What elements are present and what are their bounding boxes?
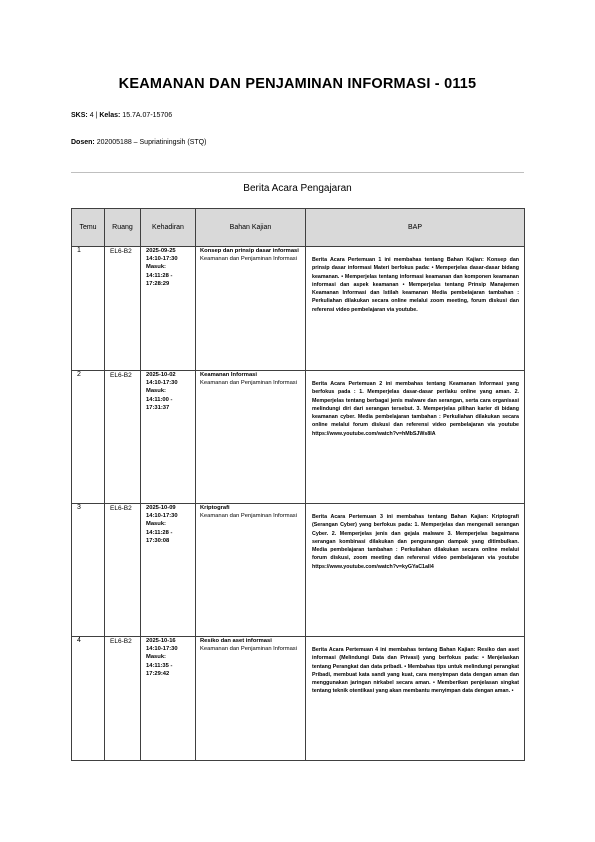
kelas-label: Kelas:	[99, 112, 121, 119]
bap-text: Berita Acara Pertemuan 1 ini membahas tentang Bahan Kajian: Konsep dan prinsip dasar informasi Materi berfokus pada: • Memperjelas dasar-dasar bidang keamanan. • Memperjelas tentang informasi keamanan dan komponen keamanan informasi dan aspek keamanan • Memperjelas tentang Prinsip Manajemen Keamanan Informasi dan Istilah keamanan Media pembelajaran tambahan : Perkuliahan dilakukan secara online melalui zoom meeting, forum diskusi dan referensi video pembelajaran via youtube.	[312, 257, 519, 313]
cell-bap	[306, 247, 525, 371]
bahan-kajian-topic: Resiko dan aset informasi	[200, 638, 272, 644]
bap-text: Berita Acara Pertemuan 3 ini membahas tentang Bahan Kajian: Kriptografi (Serangan Cyber) yang berfokus pada: 1. Memperjelas dan mengenali serangan Cyber. 2. Memperjelas jenis dan gejala malware 3. Memperjelas bagaimana serangan kombinasi dilakukan dan pengurangan dampak yang ditimbulkan. Media pembelajaran tambahan : Perkuliahan dilakukan secara online melalui forum diskusi, zoom meeting dan referensi video pembelajaran via youtube https://www.youtube.com/watch?v=kyGYaC1alI4	[312, 514, 519, 570]
cell-ruang	[105, 637, 141, 761]
divider	[71, 172, 524, 173]
kehadiran-date: 2025-10-02	[146, 372, 176, 378]
cell-kehadiran	[141, 247, 196, 371]
col-header-bahan-kajian: Bahan Kajian	[196, 209, 306, 247]
kehadiran-date: 2025-10-16	[146, 638, 176, 644]
cell-bahan-kajian	[196, 637, 306, 761]
dosen-line	[71, 139, 206, 146]
kehadiran-out: 17:30:08	[146, 537, 170, 544]
cell-bap	[306, 371, 525, 504]
bahan-kajian-course: Keamanan dan Penjaminan Informasi	[200, 256, 297, 263]
table-row	[72, 504, 525, 637]
cell-bahan-kajian	[196, 504, 306, 637]
sks-label: SKS:	[71, 112, 88, 119]
cell-bahan-kajian	[196, 371, 306, 504]
bahan-kajian-course: Keamanan dan Penjaminan Informasi	[200, 513, 297, 520]
cell-temu	[72, 637, 105, 761]
cell-bahan-kajian	[196, 247, 306, 371]
kehadiran-out: 17:29:42	[146, 670, 170, 677]
kehadiran-in: 14:11:35 -	[146, 662, 173, 669]
temu-number: 2	[77, 371, 81, 378]
cell-temu	[72, 504, 105, 637]
col-header-bap: BAP	[306, 209, 525, 247]
kehadiran-label: Masuk:	[146, 264, 166, 271]
cell-kehadiran	[141, 504, 196, 637]
temu-number: 4	[77, 637, 81, 644]
bahan-kajian-course: Keamanan dan Penjaminan Informasi	[200, 646, 297, 653]
cell-bap	[306, 504, 525, 637]
temu-number: 1	[77, 247, 81, 254]
course-meta	[71, 112, 172, 119]
kehadiran-label: Masuk:	[146, 388, 166, 395]
ruang-value: EL6-B2	[110, 505, 132, 512]
bahan-kajian-topic: Kriptografi	[200, 505, 230, 511]
bap-text: Berita Acara Pertemuan 4 ini membahas tentang Bahan Kajian: Resiko dan aset informasi (Melindungi Data dan Privasi) yang berfokus pada: • Menjelaskan tentang Perangkat dan data pribadi. • Membahas tips untuk melindungi perangkat Pribadi, membuat kata sandi yang kuat, cara menyimpan data dengan aman dan menggunakan jaringan nirkabel secara aman. • Memberikan penjelasan singkat tentang teknik otentikasi yang akan membantu menyimpan data dengan aman. •	[312, 647, 519, 695]
ruang-value: EL6-B2	[110, 372, 132, 379]
kehadiran-time: 14:10-17:30	[146, 646, 178, 653]
kehadiran-time: 14:10-17:30	[146, 380, 178, 387]
cell-ruang	[105, 371, 141, 504]
kehadiran-time: 14:10-17:30	[146, 256, 178, 263]
bap-table	[71, 208, 525, 761]
bap-text: Berita Acara Pertemuan 2 ini membahas tentang Keamanan Informasi yang berfokus pada : 1. Memperjelas dasar-dasar perilaku online yang aman. 2. Memperjelas tentang berbagai jenis malware dan serangan, serta cara organisasi melindungi diri dari serangan tersebut. 3. Memperjelas pilihan karier di bidang keamanan cyber. Media pembelajaran tambahan : Perkuliahan dilakukan secara online melalui forum diskusi dan referensi video pembelajaran via youtube https://www.youtube.com/watch?v=hMbSJWs8IA	[312, 381, 519, 437]
table-header-row	[72, 209, 525, 247]
table-row	[72, 371, 525, 504]
dosen-label: Dosen:	[71, 139, 95, 146]
col-header-kehadiran: Kehadiran	[141, 209, 196, 247]
kelas-value: 15.7A.07-15706	[122, 112, 173, 119]
dosen-value: 202005188 – Supriatiningsih (STQ)	[96, 139, 207, 146]
section-title: Berita Acara Pengajaran	[243, 183, 352, 194]
cell-ruang	[105, 247, 141, 371]
ruang-value: EL6-B2	[110, 638, 132, 645]
bahan-kajian-course: Keamanan dan Penjaminan Informasi	[200, 380, 297, 387]
kehadiran-out: 17:28:29	[146, 280, 170, 287]
kehadiran-date: 2025-10-09	[146, 505, 176, 511]
temu-number: 3	[77, 504, 81, 511]
cell-temu	[72, 247, 105, 371]
cell-bap	[306, 637, 525, 761]
cell-kehadiran	[141, 371, 196, 504]
kehadiran-label: Masuk:	[146, 521, 166, 528]
col-header-ruang: Ruang	[105, 209, 141, 247]
kehadiran-in: 14:11:28 -	[146, 272, 173, 279]
col-header-temu: Temu	[72, 209, 105, 247]
cell-ruang	[105, 504, 141, 637]
sks-value: 4	[89, 112, 94, 119]
bahan-kajian-topic: Keamanan Informasi	[200, 372, 258, 378]
kehadiran-date: 2025-09-25	[146, 248, 176, 254]
separator: |	[95, 112, 98, 119]
page-title: KEAMANAN DAN PENJAMINAN INFORMASI - 0115	[118, 76, 477, 92]
cell-temu	[72, 371, 105, 504]
table-row	[72, 247, 525, 371]
kehadiran-time: 14:10-17:30	[146, 513, 178, 520]
table-row	[72, 637, 525, 761]
ruang-value: EL6-B2	[110, 248, 132, 255]
kehadiran-in: 14:11:00 -	[146, 396, 173, 403]
bahan-kajian-topic: Konsep dan prinsip dasar informasi	[200, 248, 299, 254]
kehadiran-label: Masuk:	[146, 654, 166, 661]
kehadiran-in: 14:11:28 -	[146, 529, 173, 536]
cell-kehadiran	[141, 637, 196, 761]
kehadiran-out: 17:31:37	[146, 404, 170, 411]
